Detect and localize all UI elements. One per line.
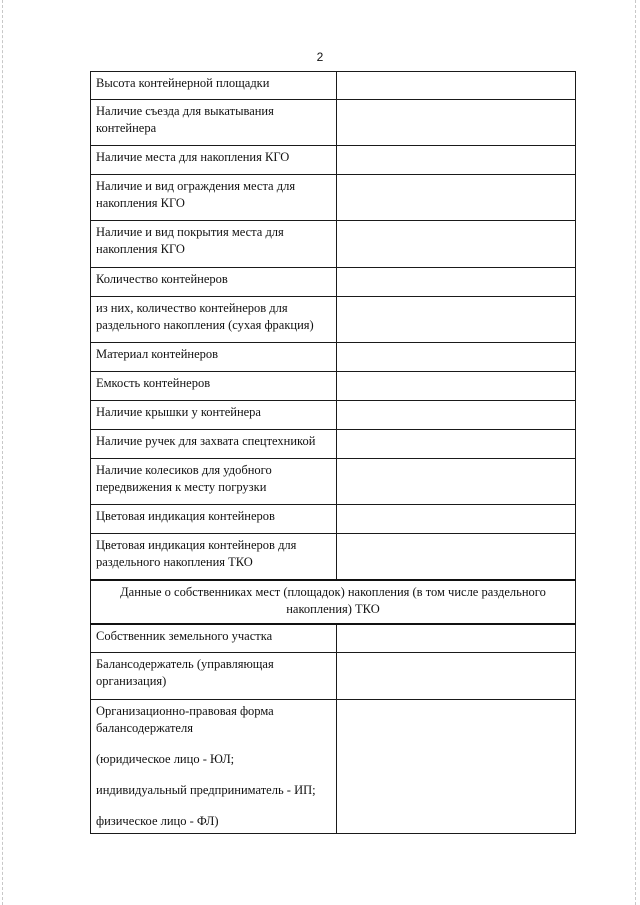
table-row bbox=[91, 268, 576, 297]
row-label: Наличие съезда для выкатывания контейнера bbox=[91, 100, 337, 146]
legal-form-paragraph: (юридическое лицо - ЮЛ; bbox=[96, 752, 235, 766]
row-label: Высота контейнерной площадки bbox=[91, 72, 337, 100]
row-value-cell[interactable] bbox=[337, 430, 576, 459]
row-label: Собственник земельного участка bbox=[91, 624, 337, 653]
row-value-cell[interactable] bbox=[337, 505, 576, 534]
table-row bbox=[91, 146, 576, 175]
table-body-bottom bbox=[91, 624, 576, 700]
table-body-last bbox=[91, 700, 576, 834]
table-row bbox=[91, 505, 576, 534]
row-value-cell[interactable] bbox=[337, 175, 576, 221]
table-body-top bbox=[91, 72, 576, 580]
row-value-cell[interactable] bbox=[337, 459, 576, 505]
row-value-cell[interactable] bbox=[337, 72, 576, 100]
row-value-cell[interactable] bbox=[337, 268, 576, 297]
legal-form-paragraph: индивидуальный предприниматель - ИП; bbox=[96, 783, 316, 797]
row-label: Наличие и вид покрытия места для накопления КГО bbox=[91, 221, 337, 268]
row-label: Цветовая индикация контейнеров для раздельного накопления ТКО bbox=[91, 534, 337, 580]
row-value-cell[interactable] bbox=[337, 146, 576, 175]
table-row-legal-form bbox=[91, 700, 576, 834]
row-value-cell[interactable] bbox=[337, 624, 576, 653]
row-value-cell[interactable] bbox=[337, 100, 576, 146]
legal-form-value-cell[interactable] bbox=[337, 700, 576, 834]
scan-edge-right bbox=[635, 0, 637, 905]
page-number: 2 bbox=[316, 50, 324, 64]
table-row bbox=[91, 221, 576, 268]
table-row bbox=[91, 372, 576, 401]
row-label: Емкость контейнеров bbox=[91, 372, 337, 401]
row-label: Наличие и вид ограждения места для накопления КГО bbox=[91, 175, 337, 221]
row-value-cell[interactable] bbox=[337, 372, 576, 401]
table-body-section bbox=[91, 580, 576, 624]
section-header-row bbox=[91, 580, 576, 624]
row-value-cell[interactable] bbox=[337, 534, 576, 580]
owners-section-title: Данные о собственниках мест (площадок) накопления (в том числе раздельного накопления) ТКО bbox=[91, 580, 576, 624]
table-row bbox=[91, 653, 576, 700]
row-value-cell[interactable] bbox=[337, 653, 576, 700]
table-row bbox=[91, 534, 576, 580]
row-label: Количество контейнеров bbox=[91, 268, 337, 297]
table-row bbox=[91, 72, 576, 100]
container-site-form-table bbox=[90, 71, 576, 834]
table-row bbox=[91, 175, 576, 221]
row-label: Цветовая индикация контейнеров bbox=[91, 505, 337, 534]
row-value-cell[interactable] bbox=[337, 221, 576, 268]
row-label: Материал контейнеров bbox=[91, 343, 337, 372]
row-label: Наличие колесиков для удобного передвижения к месту погрузки bbox=[91, 459, 337, 505]
table-row bbox=[91, 401, 576, 430]
row-label: Наличие крышки у контейнера bbox=[91, 401, 337, 430]
legal-form-paragraph: Организационно-правовая форма балансодержателя bbox=[96, 704, 274, 735]
row-label: Балансодержатель (управляющая организация) bbox=[91, 653, 337, 700]
scan-edge-left bbox=[2, 0, 4, 905]
table-row bbox=[91, 430, 576, 459]
row-value-cell[interactable] bbox=[337, 343, 576, 372]
table-row bbox=[91, 343, 576, 372]
row-label: Наличие места для накопления КГО bbox=[91, 146, 337, 175]
legal-form-paragraph: физическое лицо - ФЛ) bbox=[96, 814, 219, 828]
row-label: Наличие ручек для захвата спецтехникой bbox=[91, 430, 337, 459]
table-row bbox=[91, 459, 576, 505]
row-value-cell[interactable] bbox=[337, 297, 576, 343]
legal-form-label-cell bbox=[91, 700, 337, 834]
table-row bbox=[91, 624, 576, 653]
table-row bbox=[91, 100, 576, 146]
row-label: из них, количество контейнеров для раздельного накопления (сухая фракция) bbox=[91, 297, 337, 343]
table-row bbox=[91, 297, 576, 343]
row-value-cell[interactable] bbox=[337, 401, 576, 430]
